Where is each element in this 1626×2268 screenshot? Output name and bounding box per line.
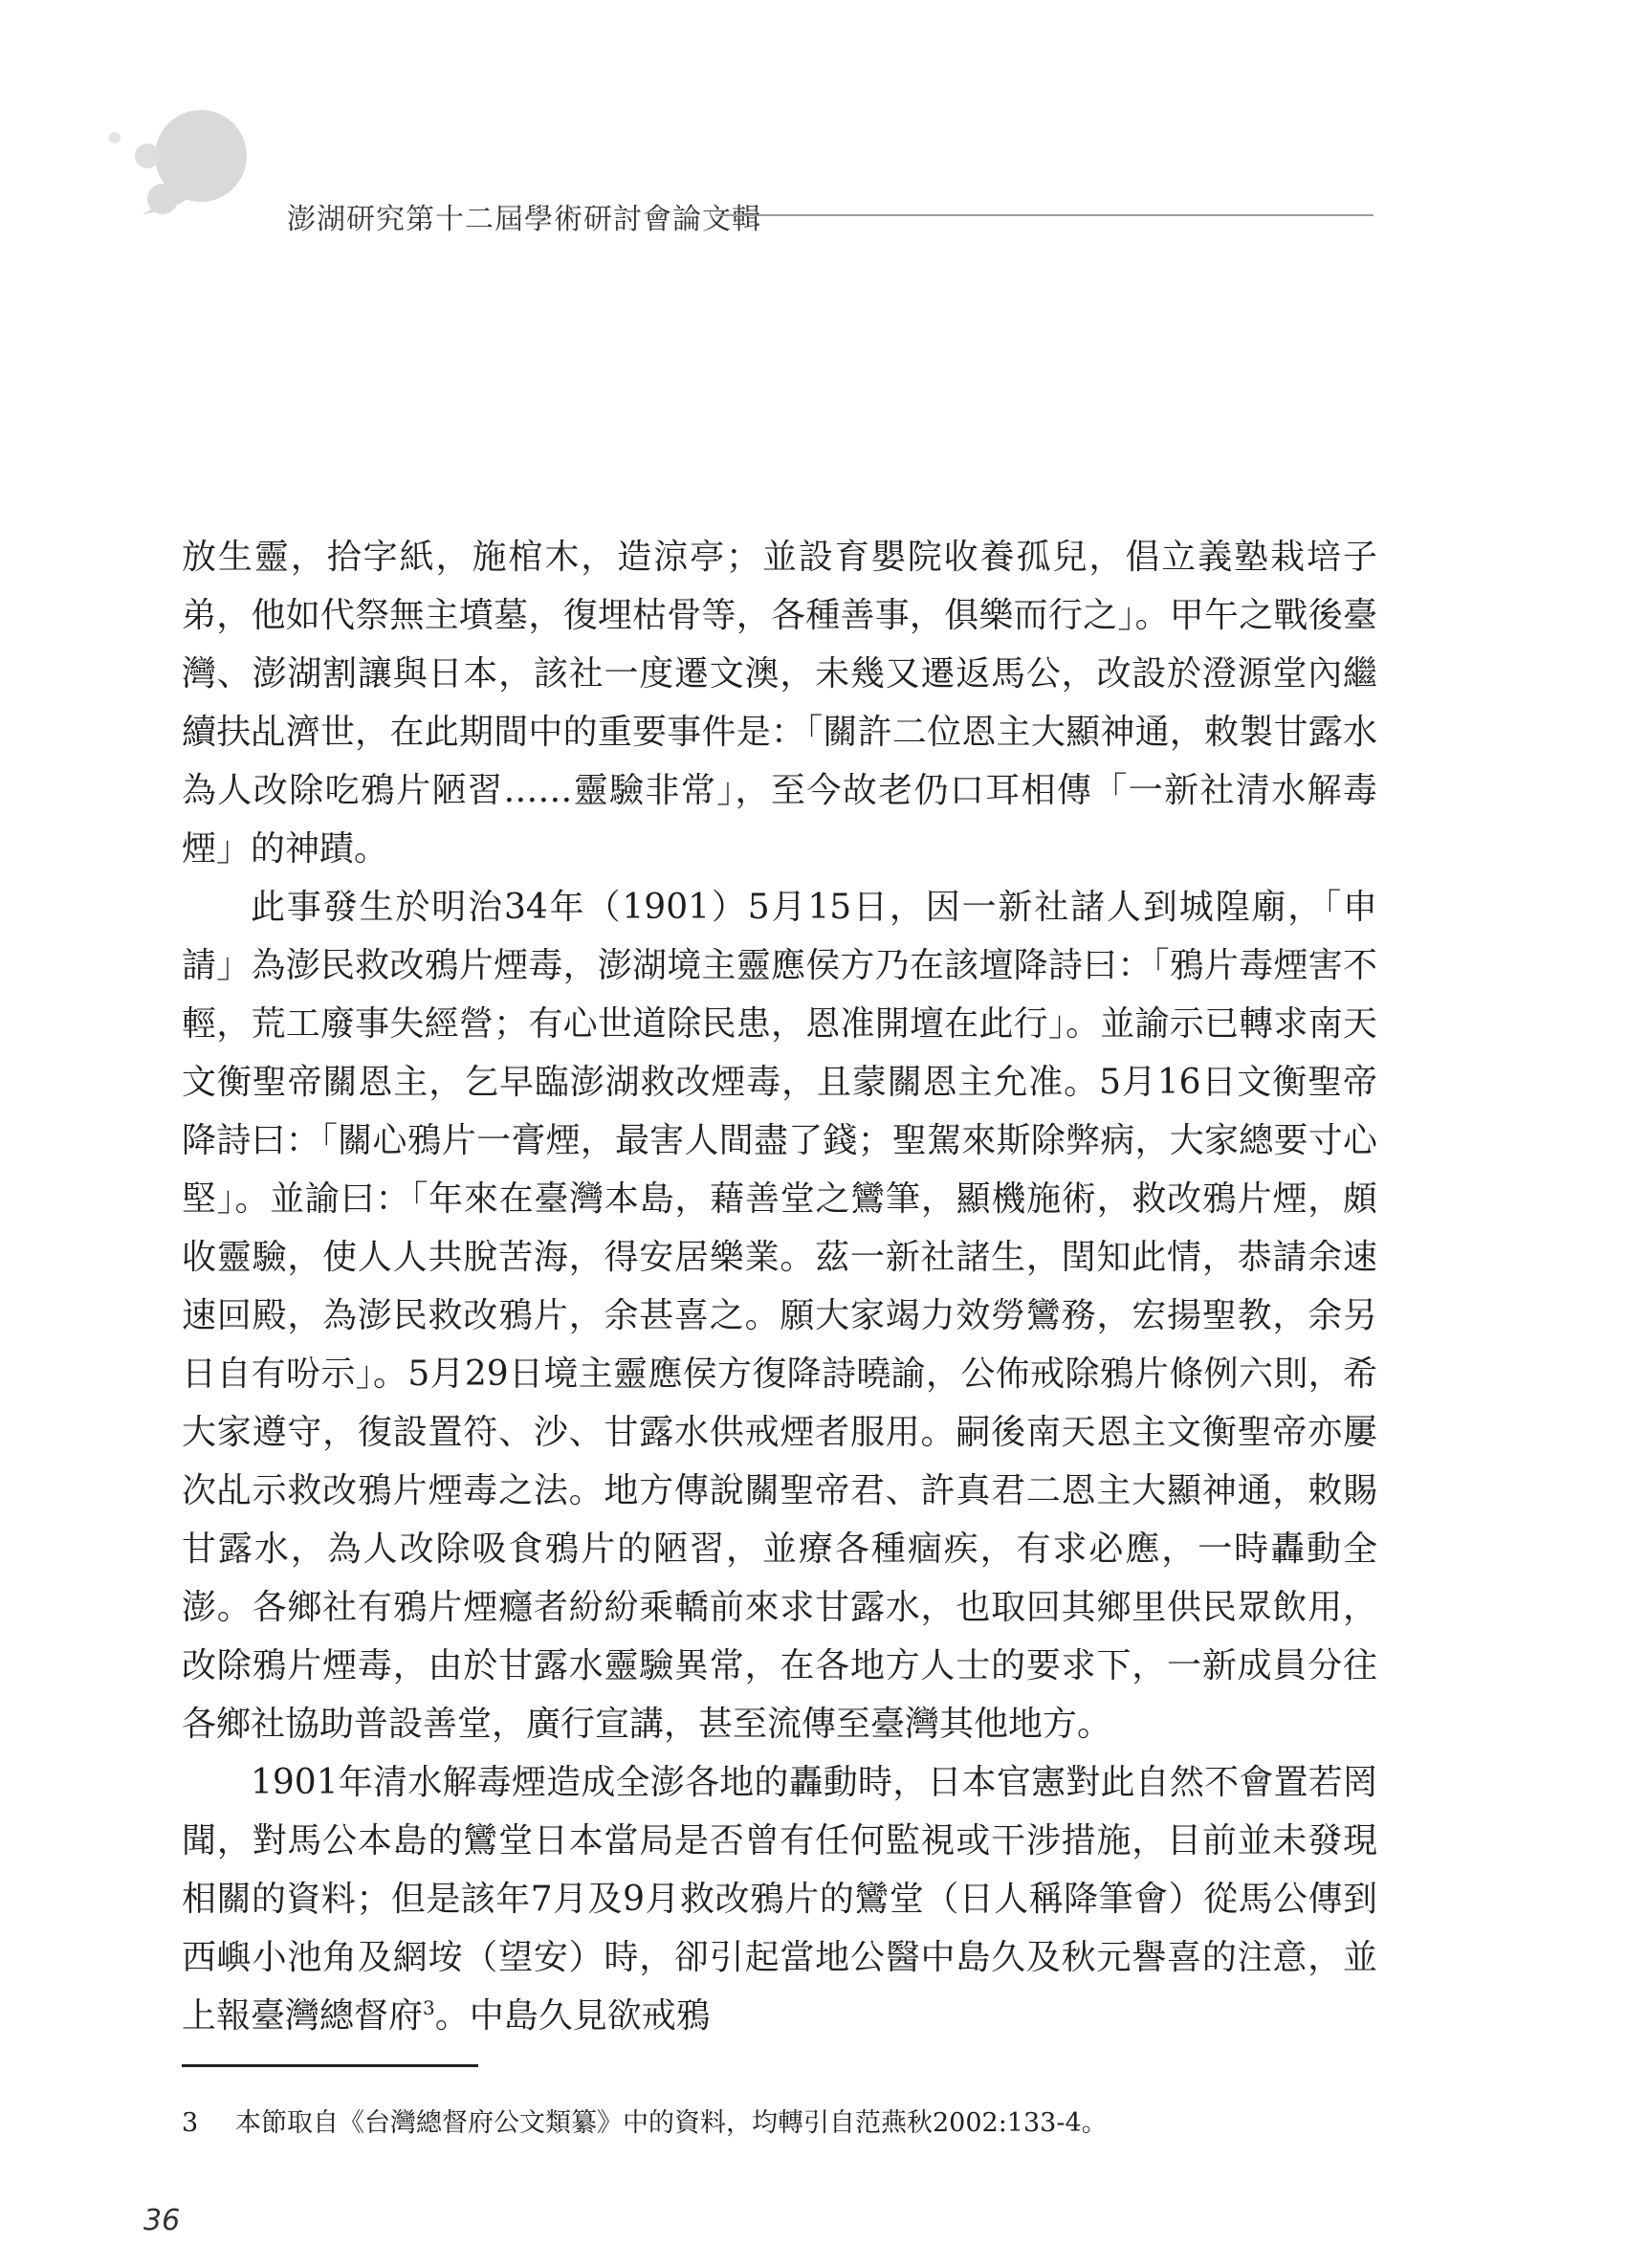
paragraph-text: 1901年清水解毒煙造成全澎各地的轟動時，日本官憲對此自然不會置若罔聞，對馬公本島的鸞堂日本當局是否曾有任何監視或干涉措施，目前並未發現相關的資料；但是該年7月及9月救改鴉片的鸞堂（日人稱降筆會）從馬公傳到西嶼小池角及網垵（望安）時，卻引起當地公醫中島久及秋元譽喜的注意，並上報臺灣總督府 [182, 1763, 1377, 2036]
footnote-reference[interactable]: 3 [423, 1996, 435, 2019]
footnote [182, 2104, 1377, 2143]
paragraph [182, 1753, 1377, 2045]
paragraph-text: 。中島久見欲戒鴉 [434, 1996, 711, 2036]
paragraph: 放生靈，拾字紙，施棺木，造涼亭；並設育嬰院收養孤兒，倡立義塾栽培子弟，他如代祭無主墳墓，復埋枯骨等，各種善事，俱樂而行之」。甲午之戰後臺灣、澎湖割讓與日本，該社一度遷文澳，未幾又遷返馬公，改設於澄源堂內繼續扶乩濟世，在此期間中的重要事件是：「關許二位恩主大顯神通，敕製甘露水為人改除吃鴉片陋習……靈驗非常」，至今故老仍口耳相傳「一新社清水解毒煙」的神蹟。 [182, 538, 1377, 869]
paragraph: 此事發生於明治34年（1901）5月15日，因一新社諸人到城隍廟，「申請」為澎民救改鴉片煙毒，澎湖境主靈應侯方乃在該壇降詩曰：「鴉片毒煙害不輕，荒工廢事失經營；有心世道除民患，恩准開壇在此行」。並諭示已轉求南天文衡聖帝關恩主，乞早臨澎湖救改煙毒，且蒙關恩主允准。5月16日文衡聖帝降詩曰：「關心鴉片一膏煙，最害人間盡了錢；聖駕來斯除弊病，大家總要寸心堅」。並諭曰：「年來在臺灣本島，藉善堂之鸞筆，顯機施術，救改鴉片煙，頗收靈驗，使人人共脫苦海，得安居樂業。茲一新社諸生，閏知此情，恭請余速速回殿，為澎民救改鴉片，余甚喜之。願大家竭力效勞鸞務，宏揚聖教，余另日自有吩示」。5月29日境主靈應侯方復降詩曉諭，公佈戒除鴉片條例六則，希大家遵守，復設置符、沙、甘露水供戒煙者服用。嗣後南天恩主文衡聖帝亦屢次乩示救改鴉片煙毒之法。地方傳說關聖帝君、許真君二恩主大顯神通，敕賜甘露水，為人改除吸食鴉片的陋習，並療各種痼疾，有求必應，一時轟動全澎。各鄉社有鴉片煙癮者紛紛乘轎前來求甘露水，也取回其鄉里供民眾飲用，改除鴉片煙毒，由於甘露水靈驗異常，在各地方人士的要求下，一新成員分往各鄉社協助普設善堂，廣行宣講，甚至流傳至臺灣其他地方。 [182, 888, 1377, 1744]
header-divider [715, 214, 1373, 216]
body-text [182, 528, 1377, 2045]
footnote-number: 3 [182, 2108, 199, 2138]
header-title: 澎湖研究第十二屆學術研討會論文輯 [287, 203, 761, 236]
page-number: 36 [143, 2204, 181, 2237]
footnote-divider [182, 2064, 478, 2067]
speech-bubble-logo-icon [107, 103, 270, 226]
footnote-text: 本節取自《台灣總督府公文類纂》中的資料，均轉引自范燕秋2002:133-4。 [235, 2108, 1108, 2138]
